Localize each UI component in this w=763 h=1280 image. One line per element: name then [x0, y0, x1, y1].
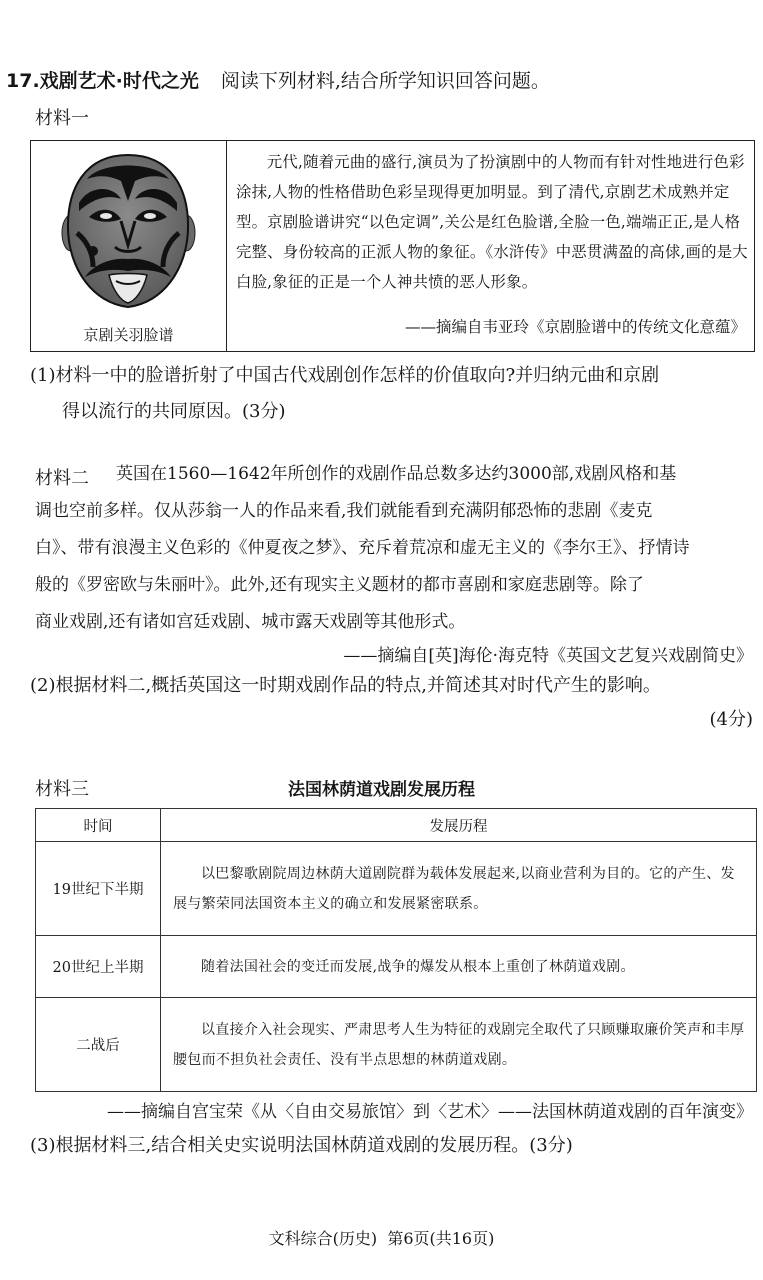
- opera-mask-image: [31, 141, 226, 321]
- material2-source: ——摘编自[英]海伦·海克特《英国文艺复兴戏剧简史》: [343, 646, 753, 666]
- table-cell-content: 以巴黎歌剧院周边林荫大道剧院群为载体发展起来,以商业营利为目的。它的产生、发展与繁荣同法国资本主义的确立和发展紧密联系。: [161, 842, 757, 936]
- material2-label: 材料二: [35, 468, 89, 489]
- subquestion-3-line1: (3)根据材料三,结合相关史实说明法国林荫道戏剧的发展历程。(3分): [30, 1135, 573, 1156]
- material1-box: [30, 140, 755, 352]
- table-row: [36, 936, 757, 998]
- subquestion-1-line2: 得以流行的共同原因。(3分): [62, 401, 286, 422]
- table-header-progress: 发展历程: [161, 809, 757, 842]
- material1-source: ——摘编自韦亚玲《京剧脸谱中的传统文化意蕴》: [404, 318, 746, 336]
- table-cell-period: 19世纪下半期: [36, 842, 161, 936]
- material3-source: ——摘编自宫宝荣《从〈自由交易旅馆〉到〈艺术〉——法国林荫道戏剧的百年演变》: [107, 1102, 753, 1122]
- question-instruction: 阅读下列材料,结合所学知识回答问题。: [220, 70, 550, 92]
- table-title: 法国林荫道戏剧发展历程: [288, 780, 475, 800]
- material2-line: 商业戏剧,还有诸如宫廷戏剧、城市露天戏剧等其他形式。: [35, 612, 466, 632]
- subquestion-2-line1: (2)根据材料二,概括英国这一时期戏剧作品的特点,并简述其对时代产生的影响。: [30, 675, 661, 696]
- table-header-row: [36, 809, 757, 842]
- question-heading: [6, 66, 550, 93]
- subquestion-2-score: (4分): [709, 709, 753, 730]
- material2-line: 般的《罗密欧与朱丽叶》。此外,还有现实主义题材的都市喜剧和家庭悲剧等。除了: [35, 575, 644, 595]
- mask-caption: 京剧关羽脸谱: [83, 326, 174, 344]
- question-topic: 戏剧艺术·时代之光: [39, 70, 199, 92]
- material1-label: 材料一: [35, 108, 89, 129]
- material2-line: 英国在1560—1642年所创作的戏剧作品总数多达约3000部,戏剧风格和基: [116, 464, 677, 484]
- table-row: [36, 998, 757, 1092]
- history-table: [35, 808, 757, 1092]
- table-header-time: 时间: [36, 809, 161, 842]
- material3-label: 材料三: [35, 779, 89, 800]
- table-cell-content: 以直接介入社会现实、严肃思考人生为特征的戏剧完全取代了只顾赚取廉价笑声和丰厚腰包而不担负社会责任、没有半点思想的林荫道戏剧。: [161, 998, 757, 1092]
- table-cell-period: 20世纪上半期: [36, 936, 161, 998]
- material2-line: 调也空前多样。仅从莎翁一人的作品来看,我们就能看到充满阴郁恐怖的悲剧《麦克: [35, 501, 653, 521]
- material1-divider: [226, 141, 227, 351]
- subquestion-1-line1: (1)材料一中的脸谱折射了中国古代戏剧创作怎样的价值取向?并归纳元曲和京剧: [30, 365, 660, 386]
- question-number: 17.: [6, 70, 40, 92]
- table-row: [36, 842, 757, 936]
- material1-text: 元代,随着元曲的盛行,演员为了扮演剧中的人物而有针对性地进行色彩涂抹,人物的性格借助色彩呈现得更加明显。到了清代,京剧艺术成熟并定型。京剧脸谱讲究“以色定调”,关公是红色脸谱,全脸一色,端端正正,是人格完整、身份较高的正派人物的象征。《水浒传》中恶贯满盈的高俅,画的是大白脸,象征的正是一个人神共愤的恶人形象。: [236, 153, 748, 291]
- material2-line: 白》、带有浪漫主义色彩的《仲夏夜之梦》、充斥着荒凉和虚无主义的《李尔王》、抒情诗: [35, 538, 690, 558]
- page-footer: 文科综合(历史) 第6页(共16页): [268, 1229, 495, 1248]
- table-cell-content: 随着法国社会的变迁而发展,战争的爆发从根本上重创了林荫道戏剧。: [161, 936, 757, 998]
- table-cell-period: 二战后: [36, 998, 161, 1092]
